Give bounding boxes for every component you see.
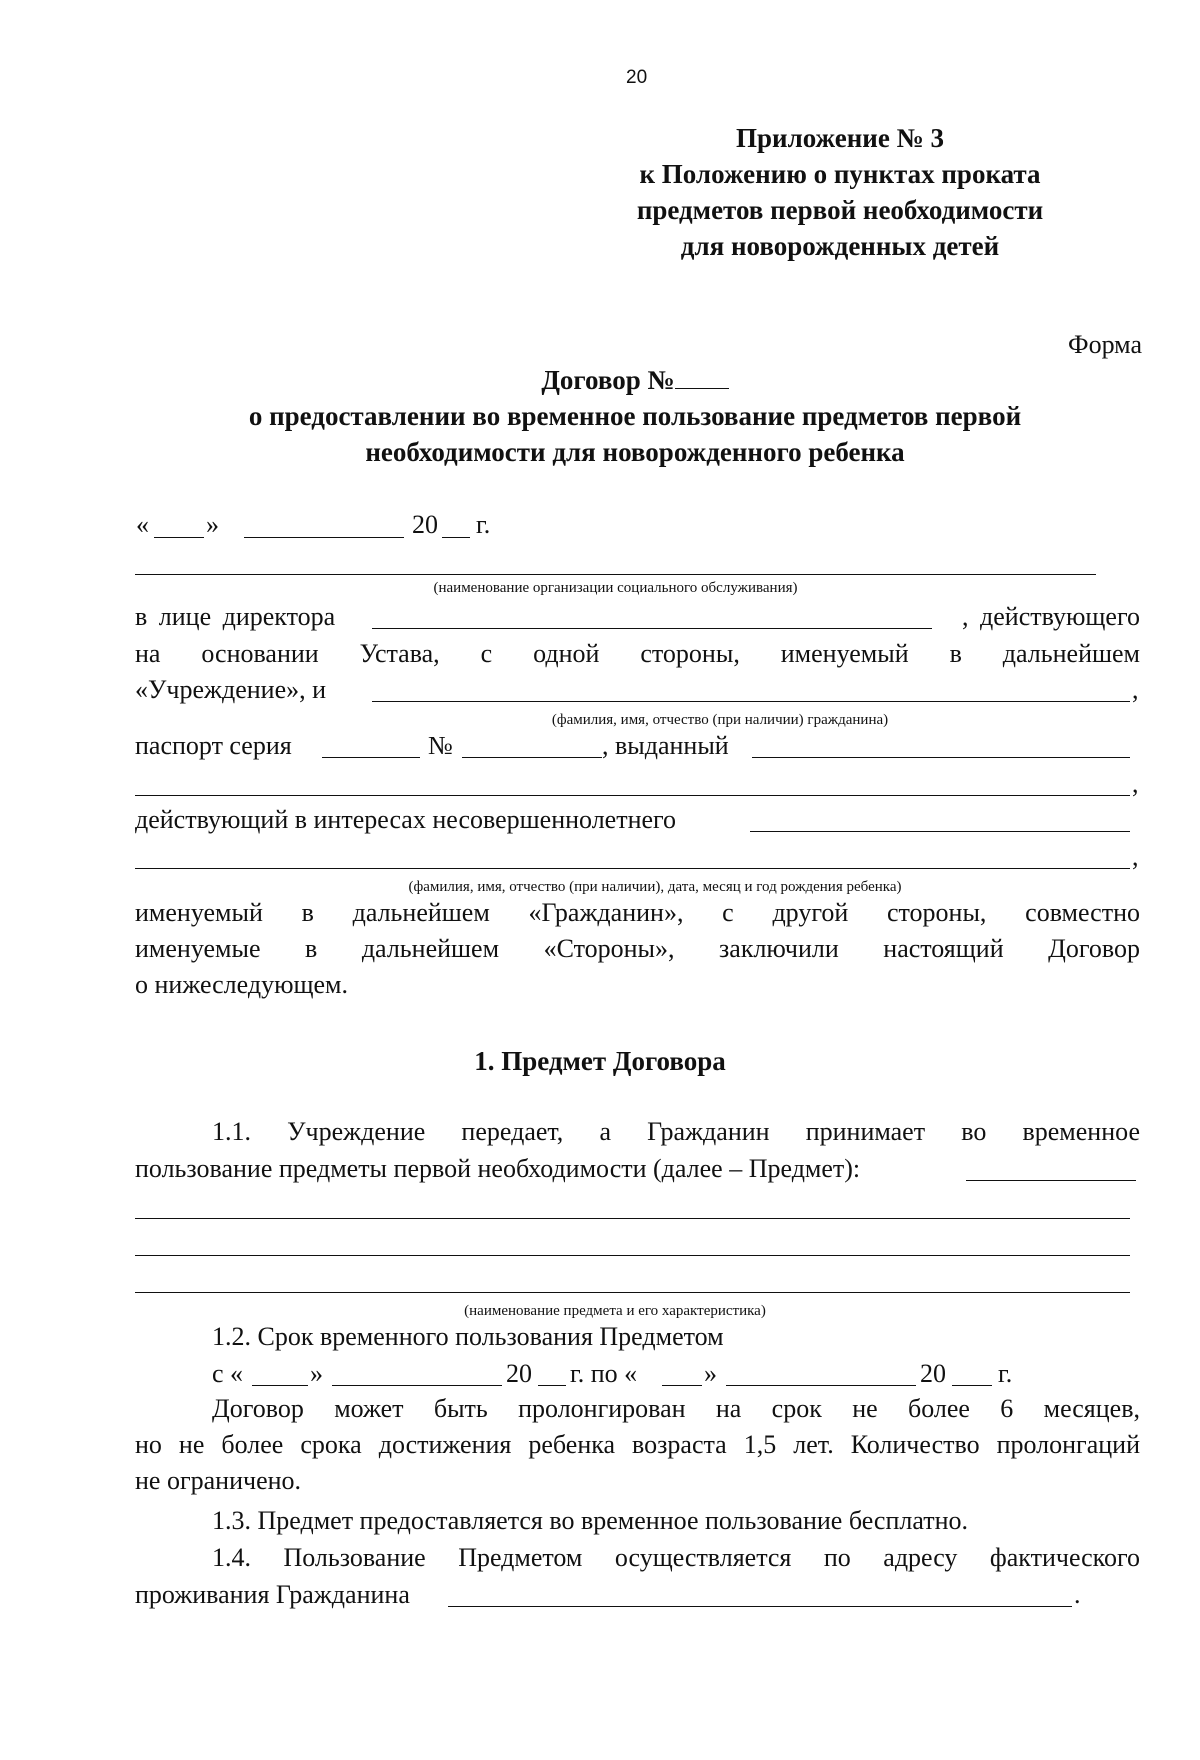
period-from-label: с «	[212, 1359, 244, 1388]
line-comma-2: ,	[1132, 842, 1139, 871]
date-year-prefix: 20	[412, 510, 438, 539]
section-1-heading: 1. Предмет Договора	[474, 1046, 726, 1076]
org-caption: (наименование организации социального обслуживания)	[433, 580, 798, 596]
parties-line-1: именуемый в дальнейшем «Гражданин», с другой стороны, совместно	[135, 898, 1140, 927]
appendix-line-3: предметов первой необходимости	[636, 195, 1044, 225]
prolongation-line-2: но не более срока достижения ребенка возраста 1,5 лет. Количество пролонгаций	[135, 1430, 1140, 1459]
clause-1-4-end: .	[1074, 1580, 1081, 1609]
contract-subtitle-1: о предоставлении во временное пользование предметов первой	[248, 401, 1022, 431]
date-year-suffix: г.	[476, 510, 491, 539]
item-blank-4[interactable]	[135, 1292, 1130, 1293]
date-quote-close: »	[206, 510, 219, 539]
child-info-blank[interactable]	[750, 831, 1130, 832]
passport-issuer-blank[interactable]	[752, 757, 1130, 758]
contract-title-text: Договор №	[541, 365, 675, 395]
child-info-blank-2[interactable]	[135, 868, 1130, 869]
parties-line-3: о нижеследующем.	[135, 970, 349, 999]
period-to-label: г. по «	[570, 1359, 638, 1388]
prolongation-paragraph	[135, 1391, 1140, 1499]
acting-label: действующий в интересах несовершеннолетнего	[135, 805, 677, 834]
contract-subtitle-2: необходимости для новорожденного ребенка	[365, 437, 905, 467]
director-suffix: , действующего	[962, 602, 1140, 631]
citizen-caption: (фамилия, имя, отчество (при наличии) гражданина)	[551, 712, 889, 728]
prolongation-line-1: Договор может быть пролонгирован на срок не более 6 месяцев,	[212, 1394, 1140, 1423]
period-from-month-blank[interactable]	[332, 1385, 502, 1386]
item-blank-2[interactable]	[135, 1218, 1130, 1219]
institution-comma: ,	[1132, 675, 1139, 704]
address-blank[interactable]	[448, 1606, 1072, 1607]
passport-series-blank[interactable]	[322, 757, 420, 758]
passport-number-label: №	[428, 731, 453, 760]
date-quote-open: «	[136, 510, 149, 539]
child-caption: (фамилия, имя, отчество (при наличии), дата, месяц и год рождения ребенка)	[408, 879, 902, 895]
clause-1-2: 1.2. Срок временного пользования Предметом	[212, 1322, 724, 1351]
parties-paragraph	[135, 895, 1140, 1003]
period-to-year-blank[interactable]	[952, 1385, 992, 1386]
item-caption: (наименование предмета и его характеристика)	[464, 1303, 766, 1319]
passport-series-label: паспорт серия	[135, 731, 292, 760]
item-blank-1[interactable]	[966, 1180, 1136, 1181]
passport-issued-label: , выданный	[602, 731, 729, 760]
period-to-month-blank[interactable]	[726, 1385, 916, 1386]
org-name-blank[interactable]	[135, 574, 1096, 575]
contract-title	[135, 362, 1135, 398]
date-month-blank[interactable]	[244, 537, 404, 538]
contract-number-blank[interactable]	[675, 368, 729, 389]
period-from-year-blank[interactable]	[538, 1385, 566, 1386]
parties-line-2: именуемые в дальнейшем «Стороны», заключили настоящий Договор	[135, 934, 1140, 963]
clause-1-4-line-2: проживания Гражданина	[135, 1580, 410, 1609]
passport-issuer-blank-2[interactable]	[135, 795, 1130, 796]
clause-1-4-line-1: 1.4. Пользование Предметом осуществляется по адресу фактического	[212, 1543, 1140, 1572]
period-from-quote-close: »	[310, 1359, 323, 1388]
period-from-day-blank[interactable]	[252, 1385, 308, 1386]
clause-1-1-line-2: пользование предметы первой необходимости (далее – Предмет):	[135, 1154, 861, 1183]
form-label: Форма	[1068, 330, 1142, 359]
item-blank-3[interactable]	[135, 1255, 1130, 1256]
appendix-line-2: к Положению о пунктах проката	[639, 159, 1041, 189]
director-name-blank[interactable]	[372, 628, 932, 629]
line-comma-1: ,	[1132, 769, 1139, 798]
period-end: г.	[998, 1359, 1013, 1388]
director-prefix: в лице директора	[135, 602, 336, 631]
passport-number-blank[interactable]	[462, 757, 602, 758]
page-number: 20	[626, 67, 648, 88]
period-from-year-prefix: 20	[506, 1359, 532, 1388]
institution-prefix: «Учреждение», и	[135, 675, 327, 704]
period-to-day-blank[interactable]	[662, 1385, 702, 1386]
period-to-quote-close: »	[704, 1359, 717, 1388]
date-day-blank[interactable]	[154, 537, 204, 538]
prolongation-line-3: не ограничено.	[135, 1466, 302, 1495]
clause-1-1-line-1: 1.1. Учреждение передает, а Гражданин принимает во временное	[212, 1117, 1140, 1146]
appendix-title: Приложение № 3	[736, 123, 944, 153]
appendix-line-4: для новорожденных детей	[680, 231, 1000, 261]
period-to-year-prefix: 20	[920, 1359, 946, 1388]
basis-line: на основании Устава, с одной стороны, именуемый в дальнейшем	[135, 639, 1140, 668]
date-year-blank[interactable]	[442, 537, 470, 538]
citizen-name-blank[interactable]	[372, 701, 1130, 702]
clause-1-3: 1.3. Предмет предоставляется во временное пользование бесплатно.	[212, 1506, 968, 1535]
